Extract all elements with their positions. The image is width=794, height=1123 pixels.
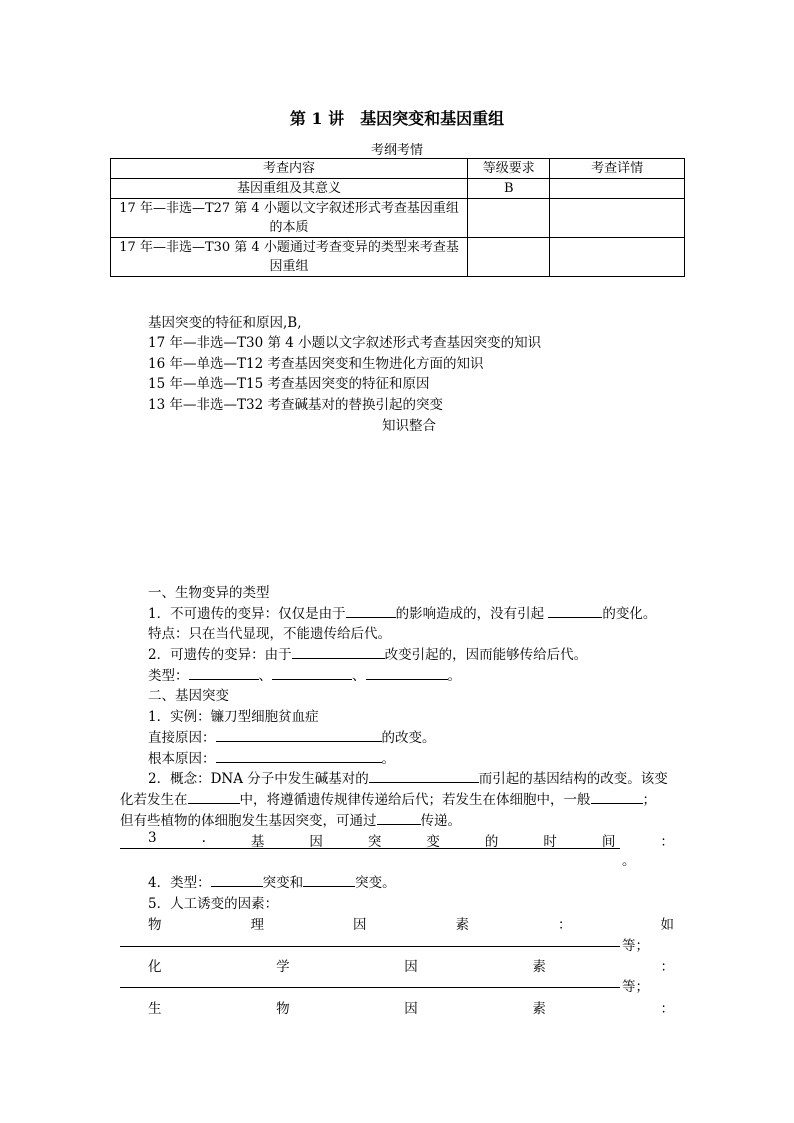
question-line: 1．不可遗传的变异：仅仅是由于 的影响造成的，没有引起 的变化。 — [148, 606, 657, 622]
feature-line: 特点：只在当代显现，不能遗传给后代。 — [148, 626, 391, 642]
question-line: 根本原因： 。 — [148, 751, 395, 767]
table-header: 考查内容 — [111, 159, 468, 179]
question-line: 2．可遗传的变异：由于 改变引起的，因而能够传给后代。 — [148, 647, 588, 663]
table-cell: B — [468, 179, 550, 199]
exam-point: 13 年—非选—T32 考查碱基对的替换引起的突变 — [148, 397, 443, 413]
section-heading: 二、基因突变 — [148, 688, 229, 704]
exam-point: 17 年—非选—T30 第 4 小题以文字叙述形式考查基因突变的知识 — [148, 335, 542, 351]
answer-blank[interactable] — [548, 604, 602, 618]
question-line-justified: 化 学 因 素 ： — [148, 959, 674, 975]
table-row — [111, 179, 685, 199]
section-heading: 一、生物变异的类型 — [148, 585, 270, 601]
table-header-row — [111, 159, 685, 179]
exam-point: 15 年—单选—T15 考查基因突变的特征和原因 — [148, 376, 430, 392]
answer-blank[interactable] — [272, 666, 352, 680]
knowledge-heading: 知识整合 — [382, 418, 436, 434]
table-header: 考查详情 — [550, 159, 685, 179]
answer-blank[interactable] — [377, 811, 421, 825]
answer-blank[interactable] — [369, 769, 479, 783]
table-cell: 17 年—非选—T27 第 4 小题以文字叙述形式考查基因重组的本质 — [111, 199, 468, 238]
exam-outline-heading: 考纲考情 — [370, 143, 423, 158]
example-line: 1．实例：镰刀型细胞贫血症 — [148, 709, 319, 725]
question-line: 4．类型： 突变和 突变。 — [148, 875, 396, 891]
table-cell: 17 年—非选—T30 第 4 小题通过考查变异的类型来考查基因重组 — [111, 238, 468, 277]
table-row — [111, 199, 685, 238]
answer-blank[interactable] — [189, 666, 259, 680]
question-line: 2．概念：DNA 分子中发生碱基对的 而引起的基因结构的改变。该变 — [148, 771, 668, 787]
table-cell: 基因重组及其意义 — [111, 179, 468, 199]
exam-point: 基因突变的特征和原因,B, — [148, 315, 302, 331]
answer-blank[interactable] — [591, 790, 643, 804]
requirements-table — [110, 158, 685, 277]
answer-blank[interactable] — [188, 790, 240, 804]
page-title: 第 1 讲 基因突变和基因重组 — [289, 109, 505, 128]
table-cell — [550, 199, 685, 238]
line-end-text: 等； — [622, 938, 649, 954]
table-cell — [550, 238, 685, 277]
answer-blank[interactable] — [346, 604, 396, 618]
factor-heading: 5．人工诱变的因素： — [148, 896, 279, 912]
exam-point: 16 年—单选—T12 考查基因突变和生物进化方面的知识 — [148, 356, 484, 372]
question-line: 直接原因： 的改变。 — [148, 730, 436, 746]
question-line: 化若发生在 中，将遵循遗传规律传递给后代；若发生在体细胞中，一般 ； — [120, 792, 656, 808]
answer-blank[interactable] — [120, 946, 620, 947]
table-cell — [550, 179, 685, 199]
line-end-text: 等； — [622, 979, 649, 995]
answer-blank[interactable] — [366, 666, 448, 680]
question-line-justified: 物 理 因 素 ： 如 — [148, 917, 674, 933]
answer-blank[interactable] — [216, 749, 382, 763]
table-row — [111, 238, 685, 277]
answer-blank[interactable] — [216, 728, 382, 742]
table-cell — [468, 238, 550, 277]
answer-blank[interactable] — [120, 848, 620, 849]
answer-blank[interactable] — [211, 873, 263, 887]
question-line-justified: 3 . 基 因 突 变 的 时 间 ： — [148, 830, 674, 850]
question-line: 但有些植物的体细胞发生基因突变，可通过 传递。 — [120, 813, 461, 829]
answer-blank[interactable] — [292, 645, 385, 659]
answer-blank[interactable] — [303, 873, 355, 887]
question-line-justified: 生 物 因 素 ： — [148, 1001, 674, 1017]
table-cell — [468, 199, 550, 238]
table-header: 等级要求 — [468, 159, 550, 179]
answer-blank[interactable] — [120, 987, 620, 988]
question-line: 类型： 、 、 。 — [148, 668, 461, 684]
line-end-punct: 。 — [622, 853, 636, 869]
